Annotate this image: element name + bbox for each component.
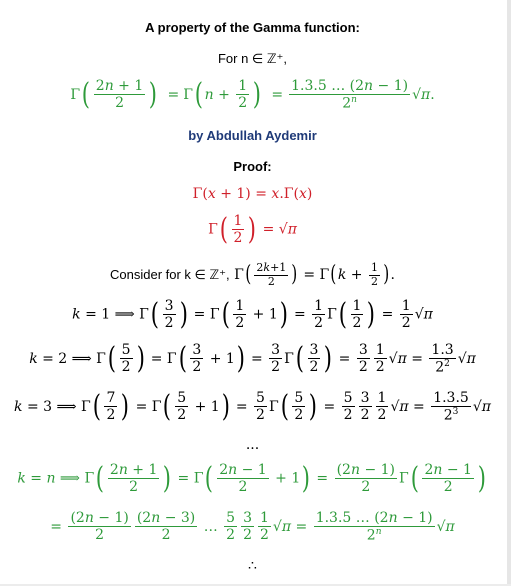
consider-text: Consider for k ∈ ℤ⁺,	[110, 267, 230, 283]
case-k1: k = 1 ⟹ Γ( $\frac{3}{2}$ ) = Γ( $\frac{1}{2}$ + 1) = $\frac{1}{2}$ Γ( $\frac{1}{2}$ ) = $\frac{1}{2}$ √π	[72, 296, 433, 332]
consider-line: Consider for k ∈ ℤ⁺, Γ( $\frac{2k+1}{2}$ ) = Γ(k + $\frac{1}{2}$ ).	[110, 261, 395, 288]
ellipsis: ...	[245, 437, 260, 453]
main-identity: Γ( $\frac{2n + 1}{2}$ ) = Γ( n + $\frac{1}{2}$ ) = $\frac{1.3.5 \dots (2n - 1)}{2^n}$ √π.	[70, 76, 435, 112]
window-right-edge	[507, 0, 511, 586]
proof-heading: Proof:	[233, 159, 272, 174]
gamma-recurrence: Γ(x + 1) = x.Γ(x)	[192, 186, 313, 202]
therefore-symbol: ∴	[248, 558, 257, 574]
case-kn: k = n ⟹ Γ( $\frac{2n + 1}{2}$ ) = Γ( $\frac{2n - 1}{2}$ + 1) = $\frac{(2n - 1)}{2}$ Γ( $\frac{2n - 1}{2}$ )	[17, 460, 486, 496]
page-title: A property of the Gamma function:	[145, 20, 360, 35]
case-kn-continued: = $\frac{(2n - 1)}{2}$ $\frac{(2n - 3)}{2}$ … $\frac{5}{2}$ $\frac{3}{2}$ $\frac{1}{2}$ √π = $\frac{1.3.5 \dots (2n - 1)}{2^n}$ √π	[50, 510, 455, 544]
author-line: by Abdullah Aydemir	[188, 128, 317, 143]
for-n-line	[0, 51, 505, 67]
for-n-text: For n ∈ ℤ⁺,	[217, 51, 288, 66]
case-k3: k = 3 ⟹ Γ( $\frac{7}{2}$ ) = Γ( $\frac{5}{2}$ + 1) = $\frac{5}{2}$ Γ( $\frac{5}{2}$ ) = $\frac{5}{2}$ $\frac{3}{2}$ $\frac{1}{2}$ √π = $\frac{1.3.5}{2^3}$ √π	[14, 388, 491, 424]
gamma-half: Γ( $\frac{1}{2}$ ) = √π	[208, 211, 297, 247]
case-k2: k = 2 ⟹ Γ( $\frac{5}{2}$ ) = Γ( $\frac{3}{2}$ + 1) = $\frac{3}{2}$ Γ( $\frac{3}{2}$ ) = $\frac{3}{2}$ $\frac{1}{2}$ √π = $\frac{1.3}{2^2}$ √π	[29, 340, 476, 376]
